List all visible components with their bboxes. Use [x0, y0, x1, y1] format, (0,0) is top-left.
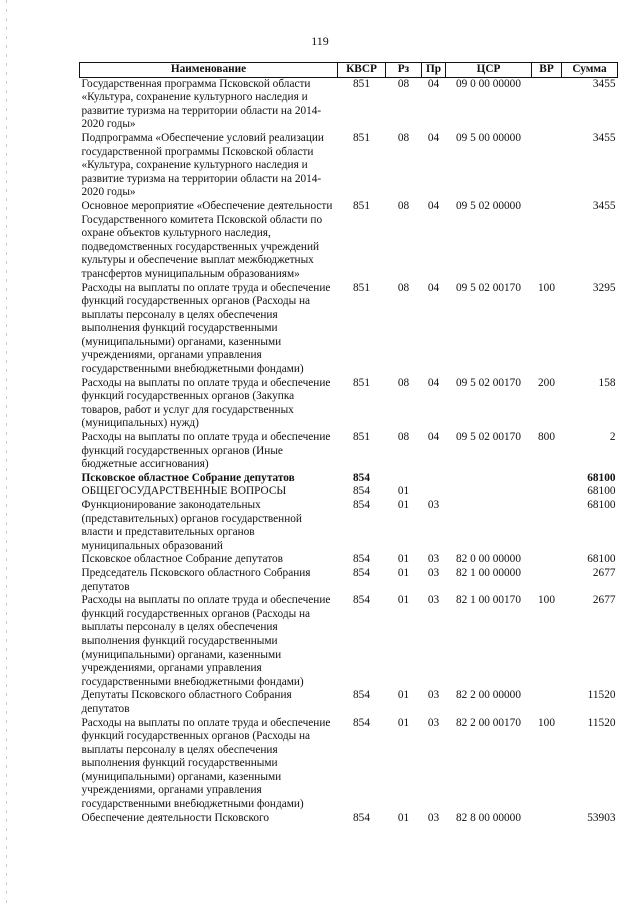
header-sum: Сумма	[562, 63, 618, 78]
cell-csr: 09 5 02 00170	[456, 281, 521, 294]
table-row	[80, 717, 618, 812]
cell-rz: 08	[397, 199, 410, 212]
cell-vr: 100	[538, 594, 555, 607]
cell-sum: 11520	[587, 689, 616, 702]
table-body	[80, 77, 618, 825]
cell-vr	[532, 200, 562, 282]
table-row	[80, 689, 618, 716]
cell-pr	[422, 485, 446, 499]
cell-csr: 82 1 00 00170	[456, 594, 521, 607]
cell-name: Расходы на выплаты по оплате труда и обеспечение функций государственных органов (Расходы на выплаты персоналу в целях обеспечения выполнения функций государственными (муниципальными) органами, казенными учреждениями, органами управления государственными внебюджетными фондами)	[81, 716, 331, 811]
cell-name: Председатель Псковского областного Собрания депутатов	[81, 566, 311, 593]
cell-pr: 04	[427, 131, 440, 144]
cell-rz: 01	[397, 485, 410, 498]
header-pr: Пр	[422, 63, 446, 78]
cell-name: Расходы на выплаты по оплате труда и обеспечение функций государственных органов (Расходы на выплаты персоналу в целях обеспечения выполнения функций государственными (муниципальными) органами, казенными учреждениями, органами управления государственными внебюджетными фондами)	[81, 594, 331, 688]
cell-sum: 3455	[592, 77, 616, 90]
cell-rz: 01	[397, 716, 410, 729]
cell-sum: 2677	[592, 566, 616, 579]
cell-rz: 08	[397, 431, 410, 444]
cell-name: Государственная программа Псковской области «Культура, сохранение культурного наследия и развитие туризма на территории области на 2014-2020 годы»	[81, 77, 322, 131]
cell-kvsr: 854	[353, 553, 370, 566]
cell-sum: 3455	[592, 131, 616, 144]
cell-sum: 3295	[592, 281, 616, 294]
cell-csr: 09 0 00 00000	[456, 77, 521, 90]
cell-vr: 800	[538, 431, 555, 444]
cell-pr: 03	[427, 566, 440, 579]
cell-kvsr: 854	[353, 485, 370, 498]
cell-sum: 53903	[587, 811, 616, 824]
cell-kvsr: 851	[353, 77, 370, 90]
cell-csr: 09 5 00 00000	[456, 131, 521, 144]
cell-name: Расходы на выплаты по оплате труда и обеспечение функций государственных органов (Иные бюджетные ассигнования)	[81, 431, 331, 471]
cell-csr: 09 5 02 00000	[456, 199, 521, 212]
cell-kvsr: 854	[353, 499, 370, 511]
cell-name: Подпрограмма «Обеспечение условий реализации государственной программы Псковской области «Культура, сохранение культурного наследия и развитие туризма на территории области на 2014-2020 годы»	[81, 131, 324, 199]
cell-sum: 3455	[592, 199, 616, 212]
cell-pr: 03	[427, 811, 440, 824]
cell-pr: 04	[427, 431, 440, 444]
cell-name: Депутаты Псковского областного Собрания депутатов	[81, 689, 292, 715]
cell-vr: 100	[538, 281, 555, 294]
cell-name: Функционирование законодательных (представительных) органов государственной власти и представительных органов муниципальных образований	[81, 499, 302, 552]
cell-pr: 03	[427, 499, 440, 511]
cell-vr: 100	[538, 716, 555, 729]
table-row	[80, 132, 618, 200]
cell-rz: 01	[397, 499, 410, 511]
cell-vr	[532, 689, 562, 716]
cell-rz: 01	[397, 689, 410, 702]
table-row	[80, 812, 618, 826]
table-row	[80, 499, 618, 553]
cell-csr	[446, 485, 532, 499]
cell-pr: 04	[427, 281, 440, 294]
cell-rz: 01	[397, 566, 410, 579]
scan-edge	[6, 0, 7, 905]
cell-kvsr: 854	[353, 716, 370, 729]
cell-vr: 200	[538, 376, 555, 389]
table-row	[80, 485, 618, 499]
cell-kvsr: 854	[353, 566, 370, 579]
cell-name: Псковское областное Собрание депутатов	[81, 553, 283, 566]
cell-pr: 03	[427, 716, 440, 729]
cell-rz: 01	[397, 594, 410, 607]
cell-csr: 82 0 00 00000	[456, 553, 521, 566]
cell-csr	[446, 472, 532, 486]
cell-rz: 08	[397, 77, 410, 90]
cell-kvsr: 851	[353, 199, 370, 212]
cell-pr: 04	[427, 77, 440, 90]
cell-pr: 04	[427, 199, 440, 212]
cell-rz: 01	[397, 553, 410, 566]
cell-kvsr: 851	[353, 281, 370, 294]
cell-name: ОБЩЕГОСУДАРСТВЕННЫЕ ВОПРОСЫ	[81, 485, 287, 498]
header-kvsr: КВСР	[338, 63, 386, 78]
cell-sum: 2677	[592, 594, 616, 607]
cell-sum: 158	[598, 376, 616, 389]
cell-csr: 82 2 00 00170	[456, 716, 521, 729]
cell-vr	[532, 499, 562, 553]
cell-csr: 09 5 02 00170	[456, 431, 521, 444]
cell-kvsr: 851	[353, 376, 370, 389]
header-name: Наименование	[80, 63, 338, 78]
cell-sum: 68100	[587, 471, 616, 484]
header-rz: Рз	[386, 63, 422, 78]
cell-pr: 03	[427, 553, 440, 566]
cell-name: Обеспечение деятельности Псковского	[81, 811, 270, 824]
cell-pr	[422, 472, 446, 486]
cell-sum: 68100	[587, 553, 616, 566]
cell-csr: 82 2 00 00000	[456, 689, 521, 702]
cell-kvsr: 854	[353, 811, 370, 824]
cell-rz: 01	[397, 811, 410, 824]
table-row	[80, 200, 618, 282]
table-row	[80, 377, 618, 431]
cell-csr: 82 1 00 00000	[456, 566, 521, 579]
cell-kvsr: 854	[353, 471, 370, 484]
cell-sum: 68100	[587, 485, 616, 498]
cell-rz	[386, 472, 422, 486]
header-vr: ВР	[532, 63, 562, 78]
cell-kvsr: 854	[353, 689, 370, 702]
cell-csr: 09 5 02 00170	[456, 376, 521, 389]
cell-sum: 68100	[587, 499, 616, 511]
cell-name: Основное мероприятие «Обеспечение деятельности Государственного комитета Псковской области по охране объектов культурного наследия, подведомственных государственных учреждений культуры и обеспечение выплат межбюджетных трансфертов муниципальным образованиям»	[81, 199, 333, 280]
cell-kvsr: 851	[353, 431, 370, 444]
page-number: 119	[311, 34, 329, 48]
table-header-row	[80, 63, 618, 78]
header-csr: ЦСР	[446, 63, 532, 78]
cell-rz: 08	[397, 376, 410, 389]
budget-table	[79, 62, 618, 825]
cell-name: Расходы на выплаты по оплате труда и обеспечение функций государственных органов (Закупка товаров, работ и услуг для государственных (муниципальных) нужд)	[81, 376, 331, 430]
cell-pr: 03	[427, 689, 440, 702]
cell-rz: 08	[397, 131, 410, 144]
cell-vr	[532, 567, 562, 594]
cell-pr: 03	[427, 594, 440, 607]
table-row	[80, 472, 618, 486]
table-row	[80, 431, 618, 472]
table-row	[80, 77, 618, 132]
cell-kvsr: 851	[353, 131, 370, 144]
cell-sum: 11520	[587, 716, 616, 729]
cell-sum: 2	[609, 431, 616, 444]
cell-rz: 08	[397, 281, 410, 294]
table-row	[80, 553, 618, 567]
cell-name: Псковское областное Собрание депутатов	[81, 471, 295, 484]
cell-vr	[532, 485, 562, 499]
cell-vr	[532, 77, 562, 132]
cell-csr	[446, 499, 532, 553]
cell-vr	[532, 132, 562, 200]
table-row	[80, 594, 618, 689]
cell-name: Расходы на выплаты по оплате труда и обеспечение функций государственных органов (Расходы на выплаты персоналу в целях обеспечения выполнения функций государственными (муниципальными) органами, казенными учреждениями, органами управления государственными внебюджетными фондами)	[81, 281, 331, 376]
cell-vr	[532, 472, 562, 486]
cell-vr	[532, 812, 562, 826]
cell-pr: 04	[427, 376, 440, 389]
cell-csr: 82 8 00 00000	[456, 811, 521, 824]
cell-vr	[532, 553, 562, 567]
table-row	[80, 567, 618, 594]
cell-kvsr: 854	[353, 594, 370, 607]
table-row	[80, 282, 618, 377]
